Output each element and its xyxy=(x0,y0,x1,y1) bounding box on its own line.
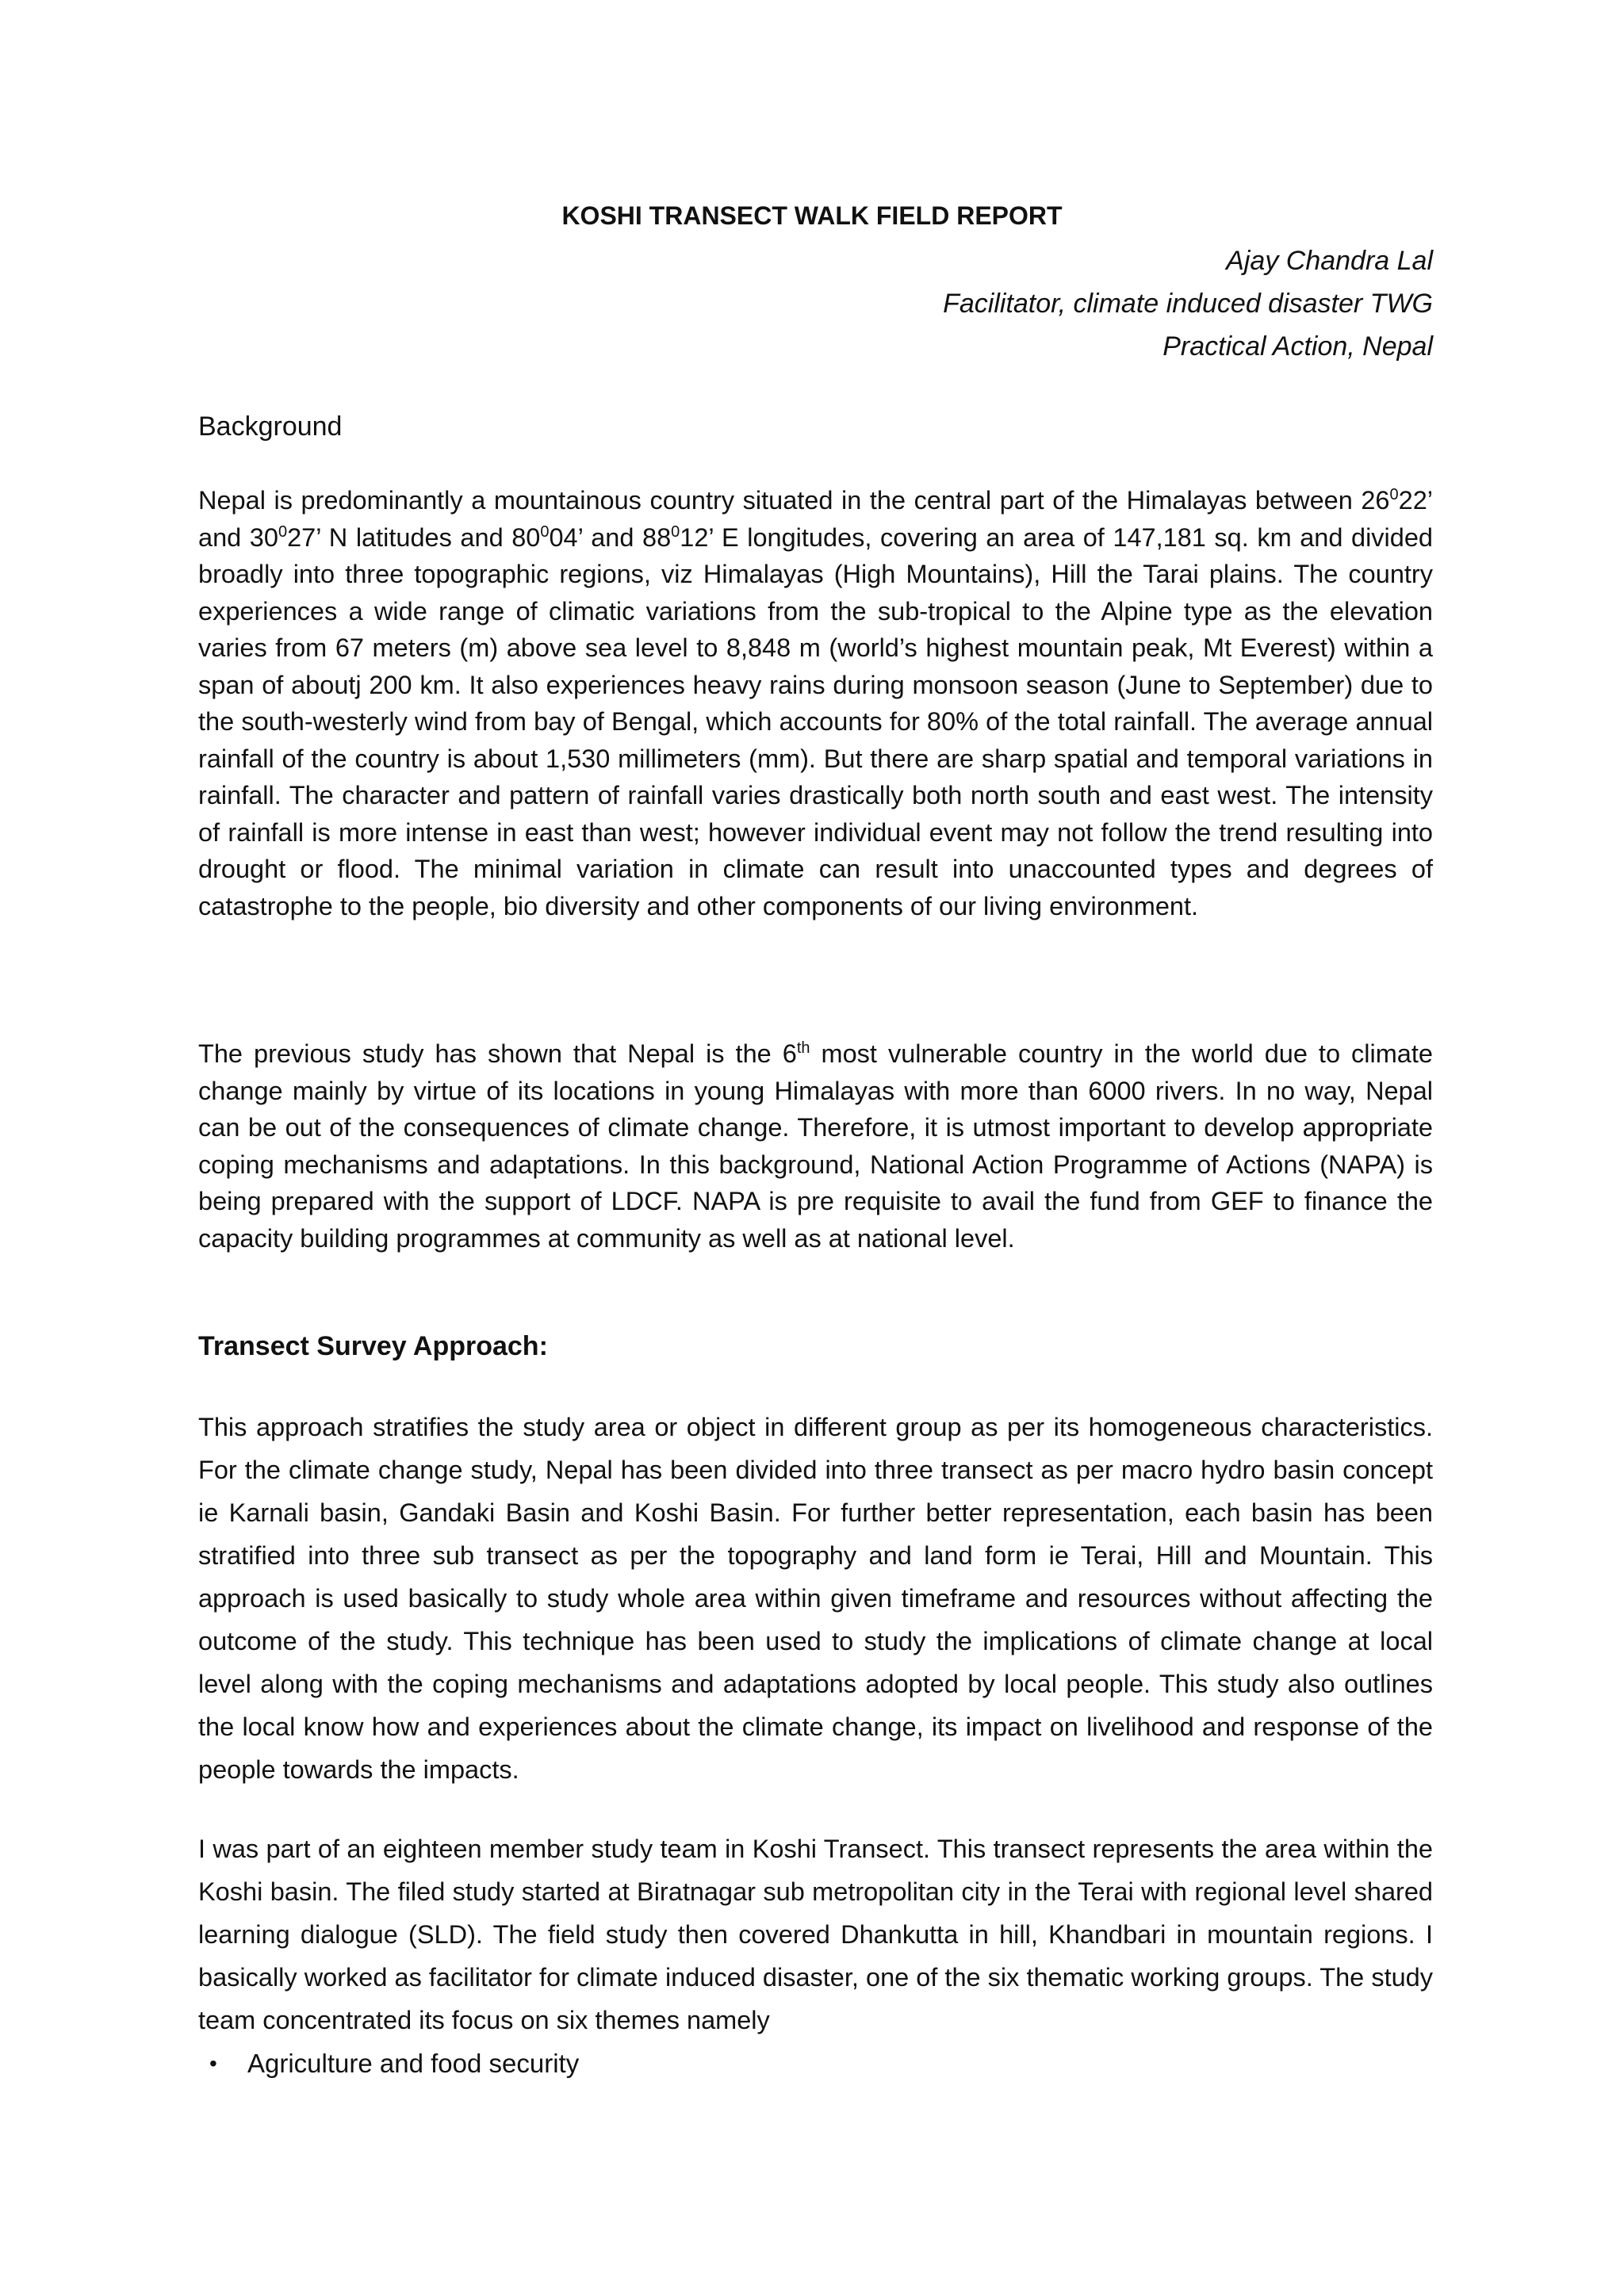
paragraph-vulnerability xyxy=(198,1035,1433,1257)
paragraph-approach: This approach stratifies the study area or object in different group as per its homogeneous characteristics. For the climate change study, Nepal has been divided into three transect as per macro hydro basin concept ie Karnali basin, Gandaki Basin and Koshi Basin. For further better representation, each basin has been stratified into three sub transect as per the topography and land form ie Terai, Hill and Mountain. This approach is used basically to study whole area within given timeframe and resources without affecting the outcome of the study. This technique has been used to study the implications of climate change at local level along with the coping mechanisms and adaptations adopted by local people. This study also outlines the local know how and experiences about the climate change, its impact on livelihood and response of the people towards the impacts. xyxy=(198,1413,1433,1784)
para1-text-2: 22’ and 30 xyxy=(198,486,1433,552)
bullet-item-text: Agriculture and food security xyxy=(247,2049,580,2078)
report-title: KOSHI TRANSECT WALK FIELD REPORT xyxy=(561,201,1063,230)
paragraph-team: I was part of an eighteen member study team in Koshi Transect. This transect represents the area within the Koshi basin. The filed study started at Biratnagar sub metropolitan city in the Terai with regional level shared learning dialogue (SLD). The field study then covered Dhankutta in hill, Khandbari in mountain regions. I basically worked as facilitator for climate induced disaster, one of the six thematic working groups. The study team concentrated its focus on six themes namely xyxy=(198,1835,1433,2034)
degree-superscript: 0 xyxy=(278,522,288,541)
bullet-marker: • xyxy=(209,2051,217,2076)
bullet-item xyxy=(209,2045,579,2082)
author-block xyxy=(943,239,1433,368)
ordinal-superscript: th xyxy=(796,1039,810,1058)
para1-text-4: 04’ and 88 xyxy=(549,522,672,552)
author-name: Ajay Chandra Lal xyxy=(1226,246,1433,276)
para2-text-1: The previous study has shown that Nepal is the 6 xyxy=(198,1039,797,1068)
degree-superscript: 0 xyxy=(671,522,680,541)
author-organization: Practical Action, Nepal xyxy=(1162,331,1433,362)
author-role: Facilitator, climate induced disaster TWG xyxy=(943,289,1433,319)
degree-superscript: 0 xyxy=(540,522,550,541)
para2-text-2: most vulnerable country in the world due to climate change mainly by virtue of its locations in young Himalayas with more than 6000 rivers. In no way, Nepal can be out of the consequences of climate change. Therefore, it is utmost important to develop appropriate coping mechanisms and adaptations. In this background, National Action Programme of Actions (NAPA) is being prepared with the support of LDCF. NAPA is pre requisite to avail the fund from GEF to finance the capacity building programmes at community as well as at national level. xyxy=(198,1039,1433,1253)
paragraph-background xyxy=(198,482,1433,924)
para1-text-3: 27’ N latitudes and 80 xyxy=(287,522,541,552)
para1-text-1: Nepal is predominantly a mountainous country situated in the central part of the Himalayas between 26 xyxy=(198,486,1390,515)
degree-superscript: 0 xyxy=(1389,486,1399,504)
background-heading: Background xyxy=(198,411,343,442)
para1-text-5: 12’ E longitudes, covering an area of 147,181 sq. km and divided broadly into three topographic regions, viz Himalayas (High Mountains), Hill the Tarai plains. The country experiences a wide range of climatic variations from the sub-tropical to the Alpine type as the elevation varies from 67 meters (m) above sea level to 8,848 m (world’s highest mountain peak, Mt Everest) within a span of aboutj 200 km. It also experiences heavy rains during monsoon season (June to September) due to the south-westerly wind from bay of Bengal, which accounts for 80% of the total rainfall. The average annual rainfall of the country is about 1,530 millimeters (mm). But there are sharp spatial and temporal variations in rainfall. The character and pattern of rainfall varies drastically both north south and east west. The intensity of rainfall is more intense in east than west; however individual event may not follow the trend resulting into drought or flood. The minimal variation in climate can result into unaccounted types and degrees of catastrophe to the people, bio diversity and other components of our living environment. xyxy=(198,522,1433,920)
approach-heading: Transect Survey Approach: xyxy=(198,1331,548,1361)
